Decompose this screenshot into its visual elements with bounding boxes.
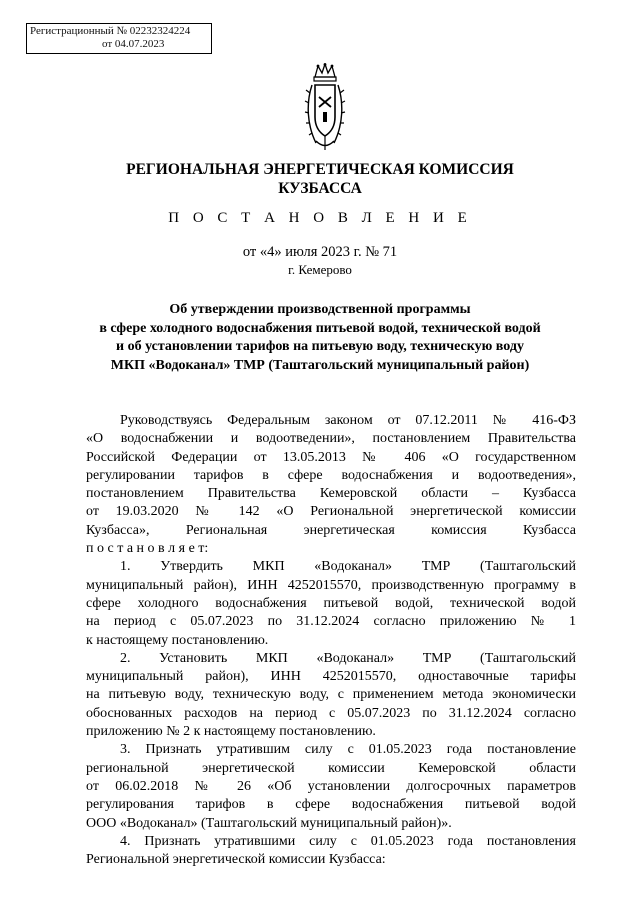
registration-stamp [26, 23, 212, 54]
document-body [86, 412, 576, 869]
body-line: 2. Установить МКП «Водоканал» ТМР (Таштагольский [120, 650, 576, 666]
body-line: к настоящему постановлению. [86, 632, 269, 648]
item-1-paragraph [86, 558, 576, 649]
registration-date: от 04.07.2023 [102, 38, 165, 50]
body-line: Российской Федерации от 13.05.2013 № 406 «О государственном [86, 449, 576, 465]
organization-name-line2: КУЗБАССА [278, 180, 362, 197]
body-line: приложению № 2 к настоящему постановлению. [86, 724, 376, 740]
item-3-paragraph [86, 741, 576, 832]
body-line: 3. Признать утратившим силу с 01.05.2023 года постановление [120, 742, 576, 758]
body-line: муниципальный район), ИНН 4252015570, одноставочные тарифы [86, 669, 576, 685]
item-2-paragraph [86, 650, 576, 741]
subject-line: Об утверждении производственной программы [169, 302, 471, 317]
body-line: 1. Утвердить МКП «Водоканал» ТМР (Таштагольский [120, 559, 576, 575]
body-line: от 06.02.2018 № 26 «Об установлении долгосрочных параметров [86, 778, 576, 794]
body-line: Руководствуясь Федеральным законом от 07.12.2011 № 416-ФЗ [120, 413, 576, 428]
body-line: постановлением Правительства Кемеровской области – Кузбасса [86, 486, 576, 502]
body-line: «О водоснабжении и водоотведении», постановлением Правительства [86, 431, 576, 447]
item-4-paragraph [86, 833, 576, 870]
document-type: П О С Т А Н О В Л Е Н И Е [168, 210, 472, 226]
resolves-line: п о с т а н о в л я е т: [86, 541, 209, 557]
body-line: от 19.03.2020 № 142 «О Региональной энергетической комиссии [86, 504, 576, 520]
body-line: Кузбасса», Региональная энергетическая комиссия Кузбасса [86, 522, 576, 538]
body-line: Региональной энергетической комиссии Кузбасса: [86, 852, 386, 868]
organization-name-line1: РЕГИОНАЛЬНАЯ ЭНЕРГЕТИЧЕСКАЯ КОМИССИЯ [126, 161, 514, 178]
body-line: на питьевую воду, техническую воду, с применением метода экономически [86, 687, 576, 703]
body-line: регулировании тарифов в сфере водоснабжения и водоотведения», [86, 467, 576, 483]
body-line: 4. Признать утратившими силу с 01.05.2023 года постановления [120, 833, 576, 849]
body-line: на период с 05.07.2023 по 31.12.2024 согласно приложению № 1 [86, 614, 576, 630]
body-line: обоснованных расходов на период с 05.07.2023 по 31.12.2024 согласно [86, 705, 576, 721]
body-line: сфере холодного водоснабжения питьевой водой, технической водой [86, 595, 576, 611]
document-city: г. Кемерово [288, 262, 352, 277]
subject-line: МКП «Водоканал» ТМР (Таштагольский муниципальный район) [110, 358, 530, 374]
document-subject [60, 301, 580, 376]
registration-number: Регистрационный № 02232324224 [30, 25, 191, 37]
body-line: региональной энергетической комиссии Кемеровской области [86, 760, 576, 776]
body-line: ООО «Водоканал» (Таштагольский муниципальный район)». [86, 815, 452, 831]
subject-line: и об установлении тарифов на питьевую воду, техническую воду [116, 339, 524, 355]
subject-line: в сфере холодного водоснабжения питьевой водой, технической водой [99, 320, 541, 336]
preamble-paragraph [86, 412, 576, 558]
kuzbass-coat-of-arms-icon [304, 63, 346, 151]
body-line: муниципальный район), ИНН 4252015570, производственную программу в [86, 577, 576, 593]
body-line: регулирования тарифов в сфере водоснабжения питьевой водой [86, 797, 576, 813]
document-date-number: от «4» июля 2023 г. № 71 [242, 244, 398, 260]
